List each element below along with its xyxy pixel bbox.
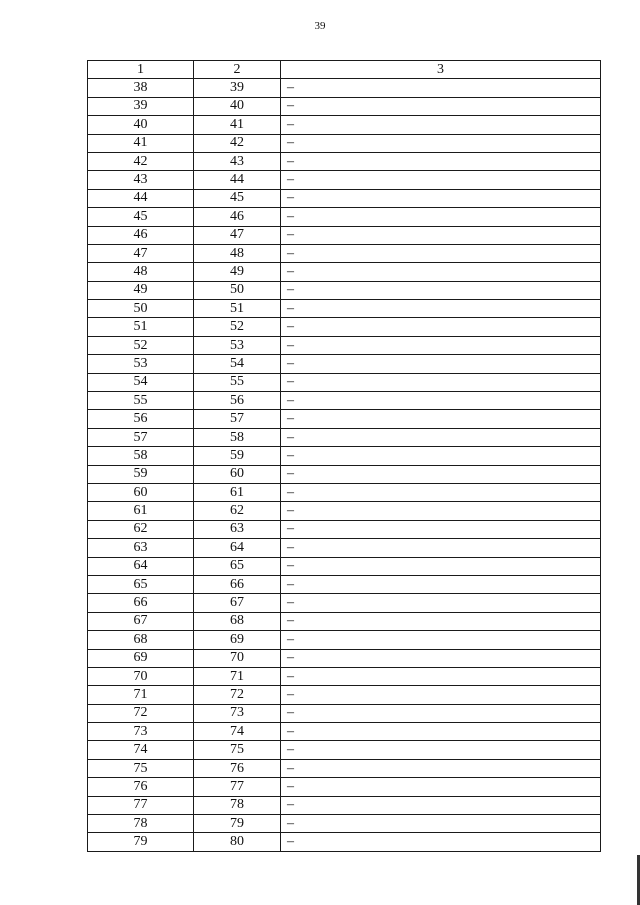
cell-col-3: – (281, 667, 601, 685)
cell-col-2: 77 (194, 778, 281, 796)
cell-col-1: 66 (88, 594, 194, 612)
cell-col-1: 64 (88, 557, 194, 575)
cell-col-2: 53 (194, 336, 281, 354)
cell-col-2: 57 (194, 410, 281, 428)
table-row (88, 686, 601, 704)
cell-col-2: 71 (194, 667, 281, 685)
cell-col-2: 63 (194, 520, 281, 538)
cell-col-3: – (281, 263, 601, 281)
table-row (88, 723, 601, 741)
cell-col-2: 40 (194, 97, 281, 115)
cell-col-1: 56 (88, 410, 194, 428)
table-row (88, 741, 601, 759)
cell-col-3: – (281, 392, 601, 410)
cell-col-3: – (281, 483, 601, 501)
cell-col-3: – (281, 97, 601, 115)
cell-col-2: 64 (194, 539, 281, 557)
cell-col-3: – (281, 796, 601, 814)
cell-col-1: 41 (88, 134, 194, 152)
table-row (88, 778, 601, 796)
cell-col-2: 42 (194, 134, 281, 152)
table-row (88, 520, 601, 538)
cell-col-3: – (281, 833, 601, 851)
cell-col-1: 49 (88, 281, 194, 299)
cell-col-2: 68 (194, 612, 281, 630)
cell-col-2: 76 (194, 759, 281, 777)
cell-col-2: 56 (194, 392, 281, 410)
cell-col-2: 48 (194, 244, 281, 262)
cell-col-3: – (281, 741, 601, 759)
cell-col-1: 65 (88, 575, 194, 593)
cell-col-2: 52 (194, 318, 281, 336)
cell-col-3: – (281, 226, 601, 244)
table-row (88, 318, 601, 336)
cell-col-1: 77 (88, 796, 194, 814)
cell-col-3: – (281, 594, 601, 612)
table-row (88, 465, 601, 483)
cell-col-1: 63 (88, 539, 194, 557)
column-header-2: 2 (194, 61, 281, 79)
cell-col-1: 53 (88, 355, 194, 373)
cell-col-3: – (281, 723, 601, 741)
cell-col-2: 79 (194, 815, 281, 833)
cell-col-2: 46 (194, 208, 281, 226)
table-row (88, 833, 601, 851)
cell-col-2: 80 (194, 833, 281, 851)
cell-col-1: 69 (88, 649, 194, 667)
cell-col-1: 62 (88, 520, 194, 538)
cell-col-3: – (281, 465, 601, 483)
cell-col-3: – (281, 318, 601, 336)
cell-col-3: – (281, 244, 601, 262)
cell-col-2: 62 (194, 502, 281, 520)
cell-col-3: – (281, 79, 601, 97)
cell-col-1: 68 (88, 631, 194, 649)
cell-col-1: 75 (88, 759, 194, 777)
cell-col-2: 69 (194, 631, 281, 649)
cell-col-3: – (281, 520, 601, 538)
cell-col-1: 70 (88, 667, 194, 685)
cell-col-1: 74 (88, 741, 194, 759)
cell-col-3: – (281, 649, 601, 667)
table-row (88, 392, 601, 410)
table-row (88, 244, 601, 262)
cell-col-3: – (281, 373, 601, 391)
cell-col-1: 54 (88, 373, 194, 391)
cell-col-1: 51 (88, 318, 194, 336)
cell-col-1: 47 (88, 244, 194, 262)
cell-col-2: 70 (194, 649, 281, 667)
table-row (88, 208, 601, 226)
table-row (88, 226, 601, 244)
cell-col-3: – (281, 116, 601, 134)
cell-col-1: 57 (88, 428, 194, 446)
cell-col-3: – (281, 208, 601, 226)
cell-col-3: – (281, 575, 601, 593)
cell-col-1: 78 (88, 815, 194, 833)
cell-col-2: 45 (194, 189, 281, 207)
table-row (88, 428, 601, 446)
cell-col-3: – (281, 152, 601, 170)
cell-col-3: – (281, 778, 601, 796)
cell-col-2: 72 (194, 686, 281, 704)
cell-col-2: 75 (194, 741, 281, 759)
cell-col-3: – (281, 410, 601, 428)
cell-col-2: 59 (194, 447, 281, 465)
table-row (88, 152, 601, 170)
table-row (88, 539, 601, 557)
table-row (88, 502, 601, 520)
table-row (88, 796, 601, 814)
table-row (88, 189, 601, 207)
cell-col-2: 60 (194, 465, 281, 483)
table-row (88, 631, 601, 649)
table-row (88, 447, 601, 465)
cell-col-2: 41 (194, 116, 281, 134)
cell-col-2: 67 (194, 594, 281, 612)
cell-col-2: 43 (194, 152, 281, 170)
cell-col-1: 79 (88, 833, 194, 851)
header-row (88, 61, 601, 79)
cell-col-1: 76 (88, 778, 194, 796)
cell-col-1: 55 (88, 392, 194, 410)
cell-col-3: – (281, 134, 601, 152)
table-row (88, 649, 601, 667)
table-row (88, 557, 601, 575)
cell-col-1: 60 (88, 483, 194, 501)
cell-col-2: 51 (194, 300, 281, 318)
cell-col-2: 44 (194, 171, 281, 189)
cell-col-1: 58 (88, 447, 194, 465)
table-row (88, 483, 601, 501)
cell-col-1: 73 (88, 723, 194, 741)
cell-col-3: – (281, 428, 601, 446)
cell-col-2: 58 (194, 428, 281, 446)
table-row (88, 815, 601, 833)
cell-col-3: – (281, 759, 601, 777)
cell-col-2: 47 (194, 226, 281, 244)
table-row (88, 263, 601, 281)
cell-col-3: – (281, 336, 601, 354)
table-row (88, 612, 601, 630)
cell-col-2: 65 (194, 557, 281, 575)
table-row (88, 171, 601, 189)
table-row (88, 336, 601, 354)
cell-col-2: 61 (194, 483, 281, 501)
table-row (88, 667, 601, 685)
cell-col-3: – (281, 686, 601, 704)
table-row (88, 281, 601, 299)
cell-col-3: – (281, 281, 601, 299)
table-row (88, 134, 601, 152)
cell-col-2: 66 (194, 575, 281, 593)
table-row (88, 594, 601, 612)
cell-col-2: 54 (194, 355, 281, 373)
table-row (88, 373, 601, 391)
cell-col-3: – (281, 502, 601, 520)
cell-col-1: 42 (88, 152, 194, 170)
cell-col-3: – (281, 557, 601, 575)
cell-col-1: 44 (88, 189, 194, 207)
table-row (88, 79, 601, 97)
cell-col-3: – (281, 355, 601, 373)
cell-col-2: 78 (194, 796, 281, 814)
cell-col-1: 38 (88, 79, 194, 97)
cell-col-3: – (281, 704, 601, 722)
column-header-3: 3 (281, 61, 601, 79)
table-header (88, 61, 601, 79)
cell-col-3: – (281, 631, 601, 649)
cell-col-3: – (281, 539, 601, 557)
cell-col-1: 72 (88, 704, 194, 722)
table-row (88, 300, 601, 318)
cell-col-1: 39 (88, 97, 194, 115)
table-body (88, 79, 601, 851)
table-row (88, 97, 601, 115)
cell-col-1: 59 (88, 465, 194, 483)
column-header-1: 1 (88, 61, 194, 79)
cell-col-3: – (281, 447, 601, 465)
table-row (88, 355, 601, 373)
cell-col-3: – (281, 612, 601, 630)
cell-col-1: 43 (88, 171, 194, 189)
table-row (88, 575, 601, 593)
cell-col-1: 52 (88, 336, 194, 354)
cell-col-2: 50 (194, 281, 281, 299)
table-row (88, 704, 601, 722)
table-row (88, 759, 601, 777)
cell-col-1: 45 (88, 208, 194, 226)
cell-col-1: 71 (88, 686, 194, 704)
cell-col-3: – (281, 171, 601, 189)
table-row (88, 410, 601, 428)
cell-col-1: 40 (88, 116, 194, 134)
cell-col-1: 61 (88, 502, 194, 520)
cell-col-3: – (281, 300, 601, 318)
cell-col-1: 46 (88, 226, 194, 244)
cell-col-2: 39 (194, 79, 281, 97)
table-row (88, 116, 601, 134)
cell-col-1: 48 (88, 263, 194, 281)
page-number: 39 (314, 20, 326, 32)
cell-col-3: – (281, 815, 601, 833)
data-table (87, 60, 601, 852)
cell-col-1: 50 (88, 300, 194, 318)
cell-col-2: 55 (194, 373, 281, 391)
cell-col-2: 49 (194, 263, 281, 281)
cell-col-3: – (281, 189, 601, 207)
cell-col-2: 73 (194, 704, 281, 722)
cell-col-2: 74 (194, 723, 281, 741)
cell-col-1: 67 (88, 612, 194, 630)
